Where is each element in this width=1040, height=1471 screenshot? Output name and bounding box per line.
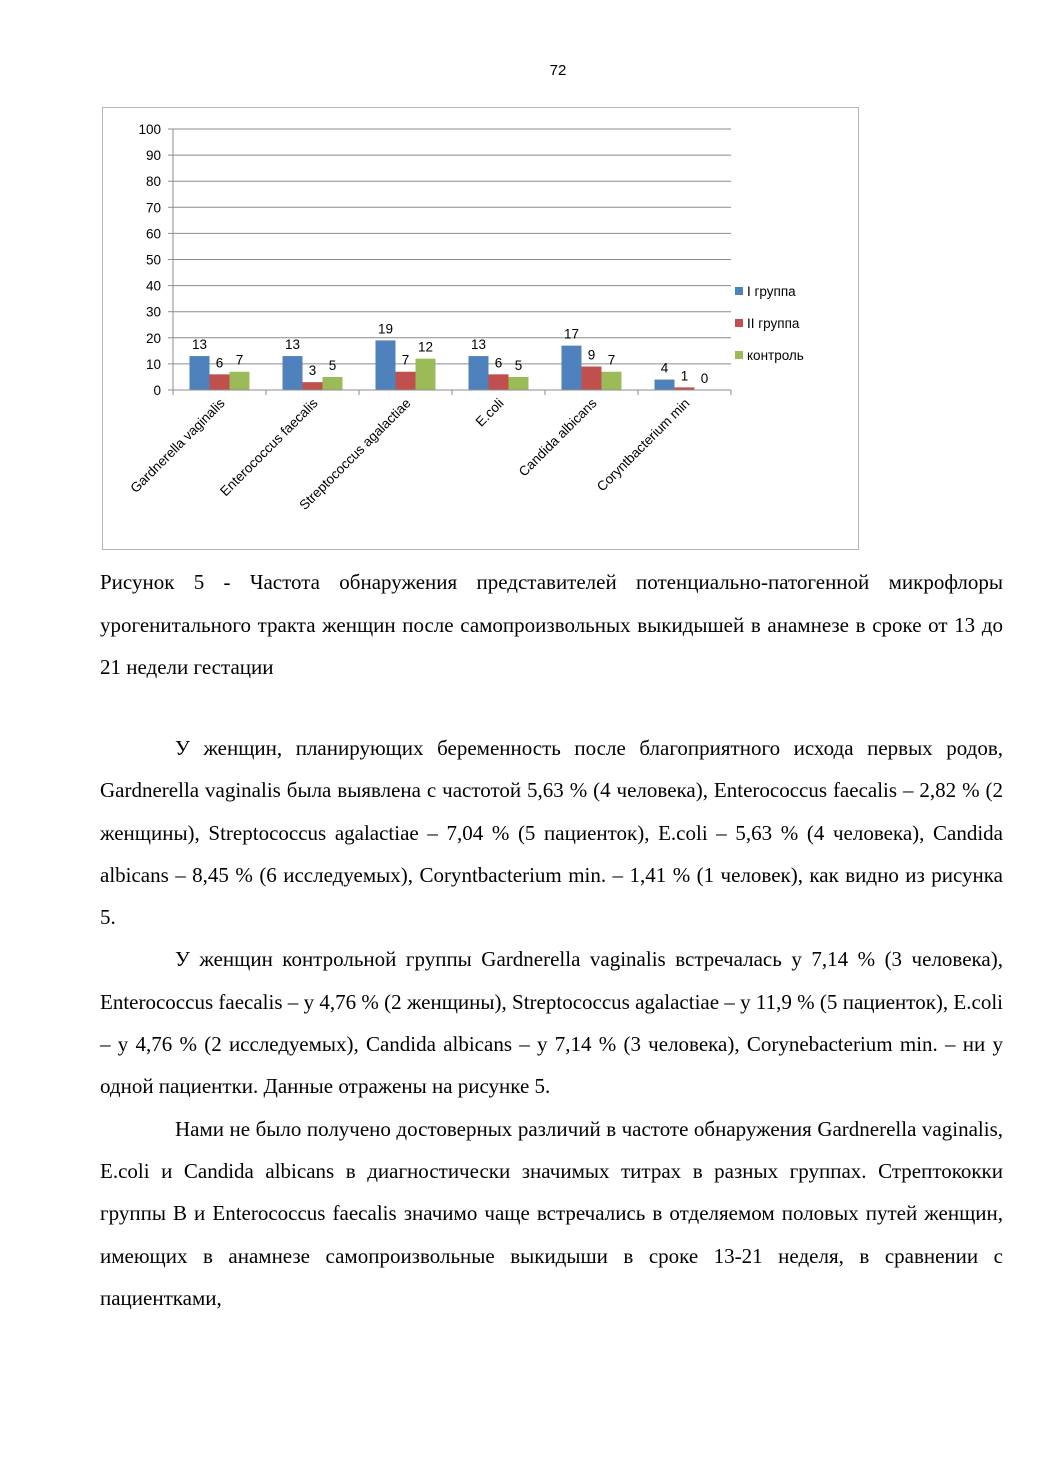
- y-tick-label: 20: [145, 330, 161, 346]
- data-label: 9: [587, 347, 596, 363]
- bar-chart: [102, 107, 859, 550]
- data-label: 7: [235, 352, 244, 368]
- y-tick-label: 0: [153, 383, 161, 398]
- bar: [509, 377, 529, 390]
- data-label: 7: [607, 352, 616, 368]
- y-tick-label: 40: [145, 278, 161, 294]
- bar: [230, 372, 250, 390]
- bar: [469, 356, 489, 390]
- bar: [303, 382, 323, 390]
- data-label: 3: [308, 363, 317, 379]
- legend-label: II группа: [747, 316, 800, 331]
- legend-swatch: [735, 287, 743, 295]
- legend-label: I группа: [747, 284, 796, 299]
- data-label: 1: [680, 368, 689, 384]
- data-label: 7: [401, 352, 410, 368]
- y-tick-label: 80: [145, 174, 161, 190]
- x-tick-label: Candida albicans: [515, 395, 600, 480]
- paragraph: У женщин контрольной группы Gardnerella vaginalis встречалась у 7,14 % (3 человека), Enterococcus faecalis – у 4,76 % (2 женщины), Streptococcus agalactiae – у 11,9 % (5 пациенток), E.coli – у 4,76 % (2 исследуемых), Candida albicans – у 7,14 % (3 человека), Corynebacterium min. – ни у одной пациентки. Данные отражены на рисунке 5.: [100, 947, 1003, 1099]
- data-label: 13: [284, 337, 301, 353]
- data-label: 13: [470, 337, 487, 353]
- y-tick-label: 50: [145, 252, 161, 268]
- body-text: [100, 727, 1003, 1319]
- y-tick-label: 60: [145, 226, 161, 242]
- bar: [323, 377, 343, 390]
- y-tick-label: 30: [145, 304, 161, 320]
- bar: [655, 380, 675, 390]
- y-tick-label: 70: [145, 200, 161, 216]
- data-label: 6: [215, 355, 224, 371]
- legend-label: контроль: [747, 348, 804, 363]
- paragraph: Нами не было получено достоверных различий в частоте обнаружения Gardnerella vaginalis, E.coli и Candida albicans в диагностически значимых титрах в разных группах. Стрептококки группы В и Enterococcus faecalis значимо чаще встречались в отделяемом половых путей женщин, имеющих в анамнезе самопроизвольные выкидыши в сроке 13-21 неделя, в сравнении с пациентками,: [100, 1116, 1003, 1310]
- bar: [376, 340, 396, 390]
- y-tick-label: 90: [145, 148, 161, 164]
- chart-svg: [103, 108, 860, 551]
- bar: [489, 374, 509, 390]
- bar: [602, 372, 622, 390]
- data-label: 5: [328, 357, 337, 373]
- data-label: 5: [514, 357, 523, 373]
- data-label: 17: [563, 326, 580, 342]
- bar: [416, 359, 436, 390]
- y-tick-label: 100: [138, 122, 161, 137]
- y-tick-label: 10: [145, 356, 161, 372]
- x-tick-label: E.coli: [472, 395, 507, 430]
- x-tick-label: Streptococcus agalactiae: [296, 395, 414, 513]
- data-label: 12: [417, 339, 434, 355]
- figure-caption: Рисунок 5 - Частота обнаружения представителей потенциально-патогенной микрофлоры урогенитального тракта женщин после самопроизвольных выкидышей в анамнезе в сроке от 13 до 21 недели гестации: [100, 570, 1003, 679]
- bar: [562, 346, 582, 390]
- bar: [396, 372, 416, 390]
- x-tick-label: Enterococcus faecalis: [217, 395, 321, 499]
- bar: [283, 356, 303, 390]
- legend-swatch: [735, 351, 743, 359]
- x-tick-label: Gardnerella vaginalis: [127, 395, 228, 496]
- legend-swatch: [735, 319, 743, 327]
- data-label: 6: [494, 355, 503, 371]
- bar: [582, 367, 602, 390]
- data-label: 19: [377, 321, 394, 337]
- data-label: 4: [660, 360, 669, 376]
- bar: [210, 374, 230, 390]
- x-tick-label: Coryntbacterium min: [593, 395, 693, 495]
- data-label: 0: [700, 371, 709, 386]
- data-label: 13: [191, 337, 208, 353]
- page-number: 72: [549, 62, 567, 79]
- paragraph: У женщин, планирующих беременность после благоприятного исхода первых родов, Gardnerella vaginalis была выявлена с частотой 5,63 % (4 человека), Enterococcus faecalis – 2,82 % (2 женщины), Streptococcus agalactiae – 7,04 % (5 пациенток), E.coli – 5,63 % (4 человека), Candida albicans – 8,45 % (6 исследуемых), Coryntbacterium min. – 1,41 % (1 человек), как видно из рисунка 5.: [100, 736, 1003, 930]
- bar: [190, 356, 210, 390]
